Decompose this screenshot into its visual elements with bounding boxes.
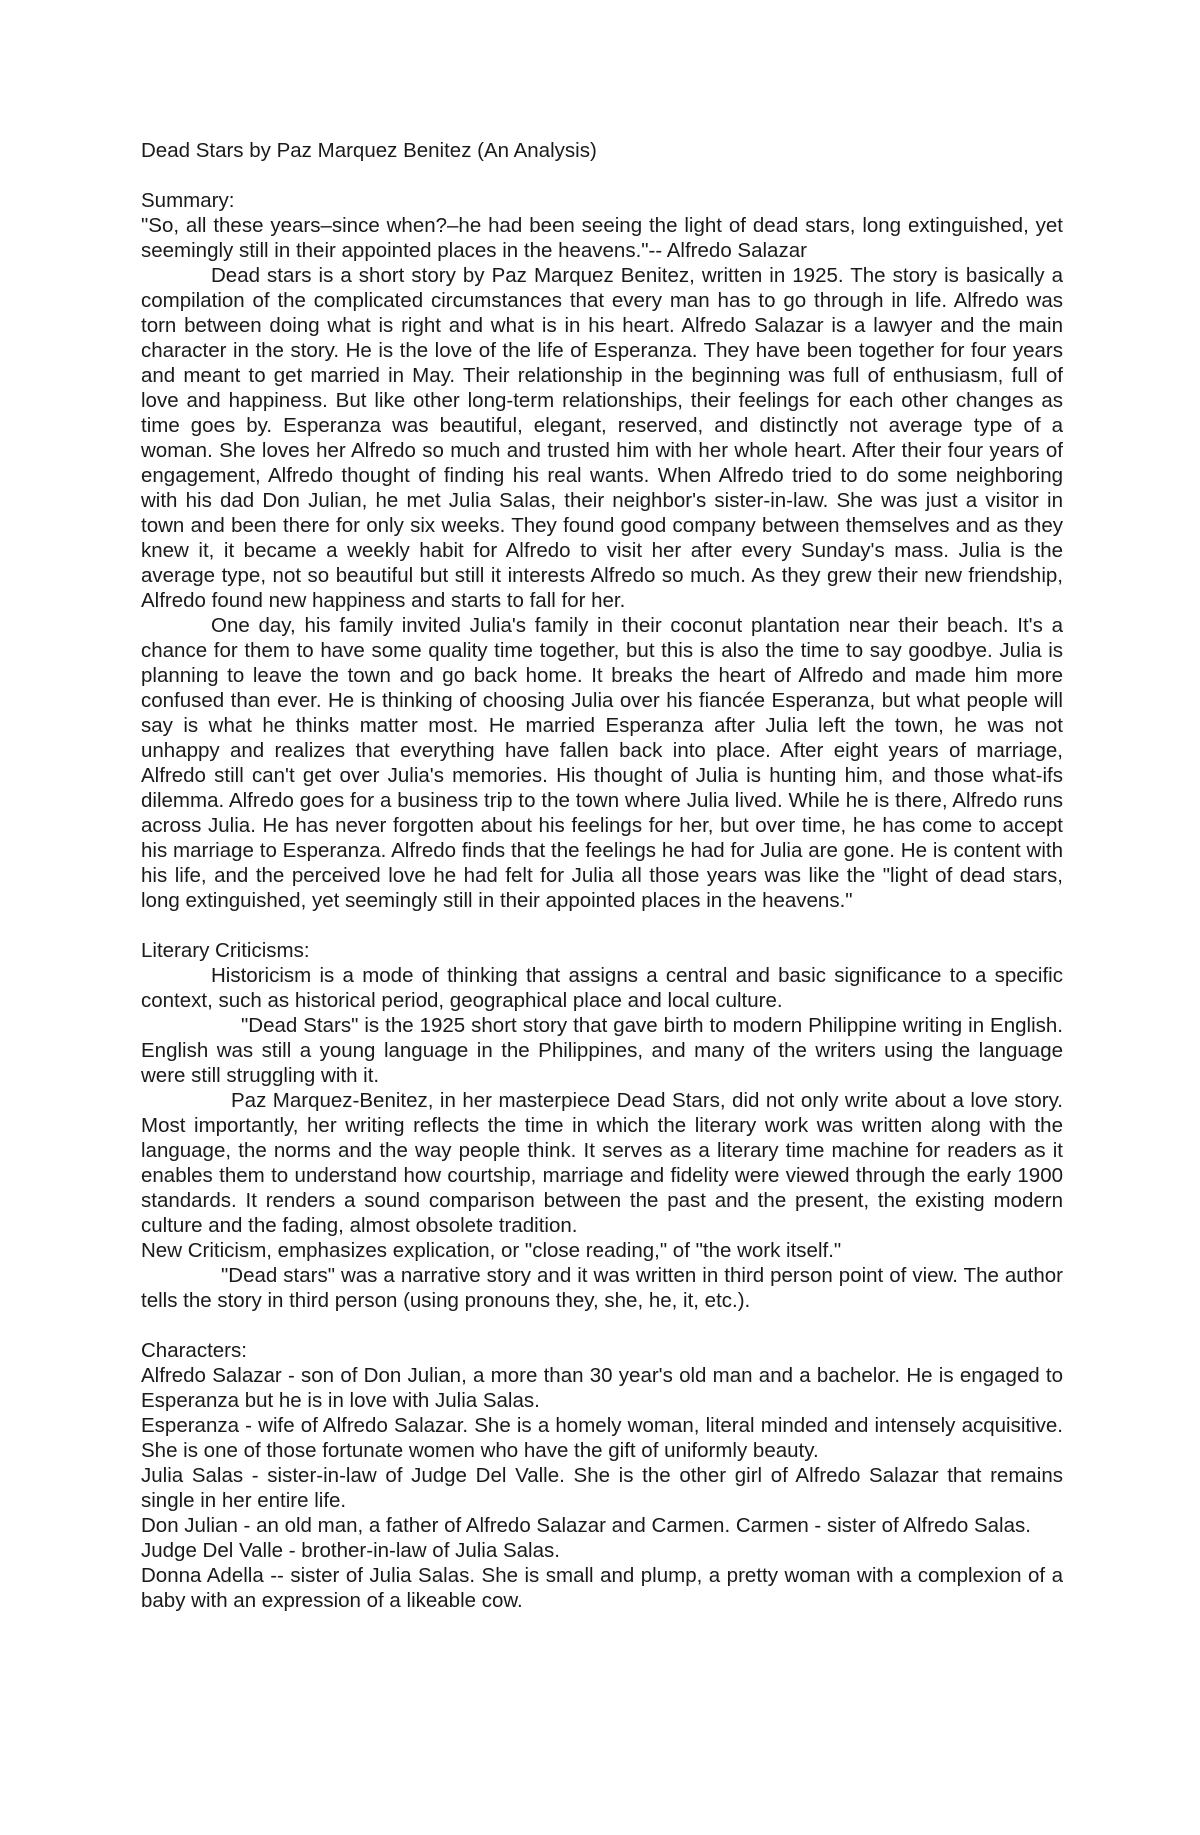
summary-heading: Summary: bbox=[141, 189, 235, 212]
new-criticism-paragraph: New Criticism, emphasizes explication, or "close reading," of "the work itself." bbox=[141, 1239, 842, 1262]
criticisms-heading: Literary Criticisms: bbox=[141, 939, 310, 962]
character-item: Donna Adella -- sister of Julia Salas. She is small and plump, a pretty woman with a complexion of a baby with an expression of a likeable cow. bbox=[141, 1564, 1063, 1612]
character-item: Esperanza - wife of Alfredo Salazar. She is a homely woman, literal minded and intensely acquisitive. She is one of those fortunate women who have the gift of uniformly beauty. bbox=[141, 1414, 1063, 1462]
section-spacer bbox=[141, 913, 1063, 938]
summary-quote: "So, all these years–since when?–he had been seeing the light of dead stars, long extinguished, yet seemingly still in their appointed places in the heavens."-- Alfredo Salazar bbox=[141, 214, 1063, 262]
document-title: Dead Stars by Paz Marquez Benitez (An Analysis) bbox=[141, 139, 597, 162]
summary-paragraph-2: One day, his family invited Julia's family in their coconut plantation near their beach. It's a chance for them to have some quality time together, but this is also the time to say goodbye. Julia is planning to leave the town and go back home. It breaks the heart of Alfredo and made him more confused than ever. He is thinking of choosing Julia over his fiancée Esperanza, but what people will say is what he thinks matter most. He married Esperanza after Julia left the town, he was not unhappy and realizes that everything have fallen back into place. After eight years of marriage, Alfredo still can't get over Julia's memories. His thought of Julia is hunting him, and those what-ifs dilemma. Alfredo goes for a business trip to the town where Julia lived. While he is there, Alfredo runs across Julia. He has never forgotten about his feelings for her, but over time, he has come to accept his marriage to Esperanza. Alfredo finds that the feelings he had for Julia are gone. He is content with his life, and the perceived love he had felt for Julia all those years was like the "light of dead stars, long extinguished, yet seemingly still in their appointed places in the heavens." bbox=[141, 614, 1063, 912]
section-spacer bbox=[141, 1313, 1063, 1338]
narrative-paragraph: "Dead stars" was a narrative story and it was written in third person point of view. The author tells the story in third person (using pronouns they, she, he, it, etc.). bbox=[141, 1264, 1063, 1312]
character-item: Alfredo Salazar - son of Don Julian, a more than 30 year's old man and a bachelor. He is engaged to Esperanza but he is in love with Julia Salas. bbox=[141, 1364, 1063, 1412]
characters-heading: Characters: bbox=[141, 1339, 247, 1362]
summary-paragraph-1: Dead stars is a short story by Paz Marquez Benitez, written in 1925. The story is basically a compilation of the complicated circumstances that every man has to go through in life. Alfredo was torn between doing what is right and what is in his heart. Alfredo Salazar is a lawyer and the main character in the story. He is the love of the life of Esperanza. They have been together for four years and meant to get married in May. Their relationship in the beginning was full of enthusiasm, full of love and happiness. But like other long-term relationships, their feelings for each other changes as time goes by. Esperanza was beautiful, elegant, reserved, and distinctly not average type of a woman. She loves her Alfredo so much and trusted him with her whole heart. After their four years of engagement, Alfredo thought of finding his real wants. When Alfredo tried to do some neighboring with his dad Don Julian, he met Julia Salas, their neighbor's sister-in-law. She was just a visitor in town and been there for only six weeks. They found good company between themselves and as they knew it, it became a weekly habit for Alfredo to visit her after every Sunday's mass. Julia is the average type, not so beautiful but still it interests Alfredo so much. As they grew their new friendship, Alfredo found new happiness and starts to fall for her. bbox=[141, 264, 1063, 612]
character-item: Don Julian - an old man, a father of Alfredo Salazar and Carmen. Carmen - sister of Alfredo Salas. bbox=[141, 1514, 1031, 1537]
character-item: Julia Salas - sister-in-law of Judge Del Valle. She is the other girl of Alfredo Salazar that remains single in her entire life. bbox=[141, 1464, 1063, 1512]
document-page bbox=[141, 138, 1063, 1613]
dead-stars-1925-paragraph: "Dead Stars" is the 1925 short story that gave birth to modern Philippine writing in English. English was still a young language in the Philippines, and many of the writers using the language were still struggling with it. bbox=[141, 1014, 1063, 1087]
paz-marquez-paragraph: Paz Marquez-Benitez, in her masterpiece Dead Stars, did not only write about a love story. Most importantly, her writing reflects the time in which the literary work was written along with the language, the norms and the way people think. It serves as a literary time machine for readers as it enables them to understand how courtship, marriage and fidelity were viewed through the early 1900 standards. It renders a sound comparison between the past and the present, the existing modern culture and the fading, almost obsolete tradition. bbox=[141, 1089, 1063, 1237]
character-item: Judge Del Valle - brother-in-law of Julia Salas. bbox=[141, 1539, 560, 1562]
historicism-paragraph: Historicism is a mode of thinking that assigns a central and basic significance to a specific context, such as historical period, geographical place and local culture. bbox=[141, 964, 1063, 1012]
